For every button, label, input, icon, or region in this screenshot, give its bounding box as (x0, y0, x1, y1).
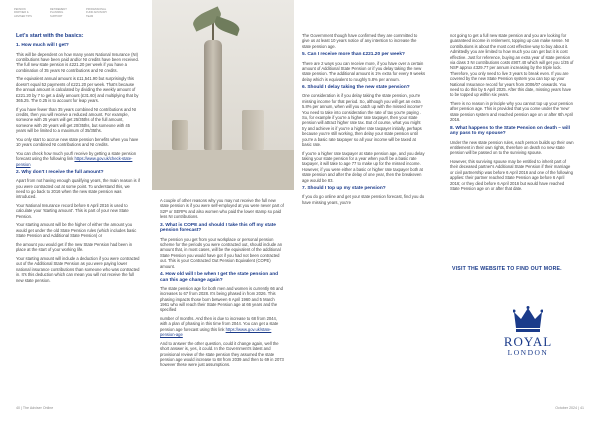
crown-icon (513, 306, 543, 332)
paragraph: The Government though have confirmed they are committed to give us at least 10 years notice of any intention to increase the state pension age. (302, 33, 418, 49)
heading-q6: 6. Should I delay taking the new state pension? (302, 85, 410, 91)
visit-link-text: TO FIND OUT MORE. (506, 266, 562, 272)
heading-q3: 3. What is COPE and should I take this off my state pension forecast? (160, 222, 276, 234)
paragraph: One consideration is if you delay taking the state pension, you're missing income for that period. So, although you will get an extra 5.8% per annum, when will you catch up with the missed income? You need to take into consideration the rate of tax you're paying . So, for example if you're a higher rate taxpayer, then your state pension will attract higher rate tax. But of course, what you might try and achieve is if you're a higher rate taxpayer initially, perhaps because you're still working, then delay your state pension until you're a basic rate taxpayer so all your income will be taxed at basic rate. (302, 93, 423, 148)
paragraph: There is no reason in principle why you cannot top up your pension after pension age. This is provided that you come under the 'new' state pension system and reached pension age on or after 6th April 2016. (450, 101, 573, 123)
photo-jar (242, 110, 264, 150)
paragraph: The pension you get from your workplace or personal pension scheme for the periods you were contracted out, should include an amount that, in most cases, will be the equivalent of the additional State Pension you would have got if you had not been contracted out. This is your Contracted Out Pension Equivalent (COPE) amount. (160, 236, 282, 269)
paragraph (160, 316, 284, 338)
paragraph: The equivalent annual amount is £11,541.90 but surprisingly this doesn't equal 52 payments of £221.20 per week. That's because the annual amount is calculated by dividing the weekly amount of £221.20 by 7 to get a daily amount (£31.60) and multiplying that by 365.25. The 0.25 is to account for leap years. (16, 76, 139, 103)
heading-q1: 1. How much will I get? (16, 43, 69, 49)
paragraph-text: You can check how much you'll receive by getting a state pension forecast using the following link (16, 150, 137, 162)
lead-heading: Let's start with the basics: (16, 33, 84, 39)
column-1 (16, 33, 140, 286)
logo-line-1: ROYAL (503, 334, 553, 349)
paragraph: Apart from not having enough qualifying years, the main reason is if you were contracted out at some point. To understand this, we need to go back to 2016 when the new state pension was introduced. (16, 178, 140, 200)
paragraph: If you do go online and get your state pension forecast, find you do have missing years, you're (302, 194, 425, 205)
column-2 (160, 198, 284, 371)
paragraph: not going to get a full new state pension and you are looking for guaranteed income in retirement, topping up can make sense. NI contributions is about the most cost effective way to buy about it. Admittedly you are limited to how much you can get but it is cost effective. Just for reference, buying an extra year of state pension via class 3 NI contributions costs £907.40 which will get you 1/35 of NSP approx £329.77 per annum increasing by the triple lock. Therefore, you only need to live 3 years to break even. If you are covered by the new State Pension system you can top up your National Insurance record for years from 2006/07 onwards. You need to do this by 5 April 2025. After this date, missing years have to be topped up within six years. (450, 33, 574, 98)
column-3 (302, 33, 426, 208)
heading-q7: 7. Should I top up my state pension? (302, 186, 386, 192)
paragraph-text: number of months. And then is due to increase to 68 from 2044, with a plan of phasing in this time from 2044. You can get a state pension age forecast using this link (160, 316, 279, 332)
article-photo (152, 0, 294, 190)
header-col-1: PENSION PARTNER & ADVISER TIPS (14, 8, 32, 18)
paragraph: And to answer the other question, could it change again, well the short answer is, yes, it could. In the Government's latest and provisional review of the state pension they assumed the state pension age would increase to 68 from 2039 and then to 69 in 2073 however these were just assumptions. (160, 340, 284, 368)
paragraph: Your National Insurance record before 6 April 2016 is used to calculate your 'starting amount'. This is part of your new State Pension. (16, 203, 129, 219)
paragraph: If you're a higher rate taxpayer at state pension age, and you delay taking your state pension for a year when you'll be a basic rate taxpayer, it will take to age 77 to make up for the missed income. However, if you were either a basic or higher rate taxpayer both at state pension and after the delay of one year, then the breakeven age would be 83. (302, 150, 425, 183)
visit-prefix: VISIT THE WEBSITE (452, 266, 506, 272)
photo-vase (204, 40, 222, 150)
paragraph: A couple of other reasons why you may not receive the full new state pension is if you were self-employed at you were never part of S2P or SERPs and also women who paid the lower stamp so paid less NI contributions. (160, 198, 284, 220)
paragraph: Under the new state pension rules, each person builds up their own entitlement in their own rights, therefore on death no new state pension will be passed on to the surviving spouse. (450, 139, 574, 156)
paragraph: If you have fewer than 35 years combined NI contributions and NI credits, then you will receive a reduced amount. For example, someone with 25 years will get 25/35ths of the full amount, someone with 20 years will get 20/35ths, but someone with 45 years will be limited to a maximum of 35/35ths. (16, 106, 137, 134)
heading-q5: 5. Can I receive more than £221.20 per week? (302, 52, 405, 58)
heading-q2: 2. Why don't I receive the full amount? (16, 170, 104, 176)
column-4 (450, 33, 574, 195)
paragraph (16, 151, 140, 167)
visit-website-cta[interactable] (452, 266, 562, 272)
photo-jar (172, 120, 188, 150)
header-col-3: PROFESSIONAL FUND ADVISORY TEAM (86, 8, 108, 18)
pension-age-link[interactable]: https://www.gov.uk/state-pension-age (160, 326, 272, 338)
paragraph: You only start to accrue new state pension benefits when you have 10 years combined NI contributions and NI credits. (16, 136, 139, 148)
footer-left: 40 | The Adviser Online (16, 406, 54, 410)
forecast-link[interactable]: https://www.gov.uk/check-state-pension (16, 156, 133, 167)
page-header (14, 8, 110, 18)
paragraph: There are 2 ways you can receive more, if you have over a certain amount of Additional State Pension or if you delay taking the new state pension. The additional amount is 1% extra for every 9 weeks delay which is equivalent to roughly 5.8% per annum. (302, 60, 426, 82)
paragraph: Your starting amount will be the higher of either the amount you would get under the old State Pension rules (which includes basic State Pension and Additional State Pension) or (16, 222, 137, 239)
heading-q8: 8. What happens to the State Pension on death – will any pass to my spouse? (450, 125, 570, 137)
heading-q4: 4. How old will I be when I get the state pension and can this age change again? (160, 272, 279, 283)
paragraph: The state pension age for both men and women is currently 66 and increases to 67 from 2028. It's being phased in from 2026. This phasing impacts those born between 6 April 1960 and 5 March 1961 who will reach their State Pension age at 66 years and the specified (160, 285, 283, 313)
header-col-2: RETIREMENT PLANNING SUPPORT (50, 8, 67, 18)
footer-right: October 2024 | 41 (555, 406, 584, 410)
photo-ledge (152, 150, 294, 190)
royal-london-logo (488, 306, 568, 357)
paragraph: However, this surviving spouse may be entitled to inherit part of their deceased partner's Additional State Pension if their marriage or civil partnership was before 6 April 2016 and one of the following applies: their partner reached State Pension age before 6 April 2016; or they died before 6 April 2016 but would have reached State Pension age on or after that date. (450, 158, 573, 191)
logo-line-2: LONDON (507, 348, 549, 357)
paragraph: Your starting amount will include a deduction if you were contracted out of the Additional State Pension as you were paying lower national insurance contributions than someone who was contracted in. It's this deduction which can mean you will not receive the full new state pension. (16, 255, 140, 283)
paragraph: the amount you would get if the new State Pension had been in place at the start of your working life. (16, 241, 133, 253)
paragraph: This will be dependent on how many years National Insurance (NI) contributions have been paid and/or NI credits have been received. The full new state pension is £221.20 per week if you have a combination of 35 years NI contributions and NI credits. (16, 51, 139, 73)
